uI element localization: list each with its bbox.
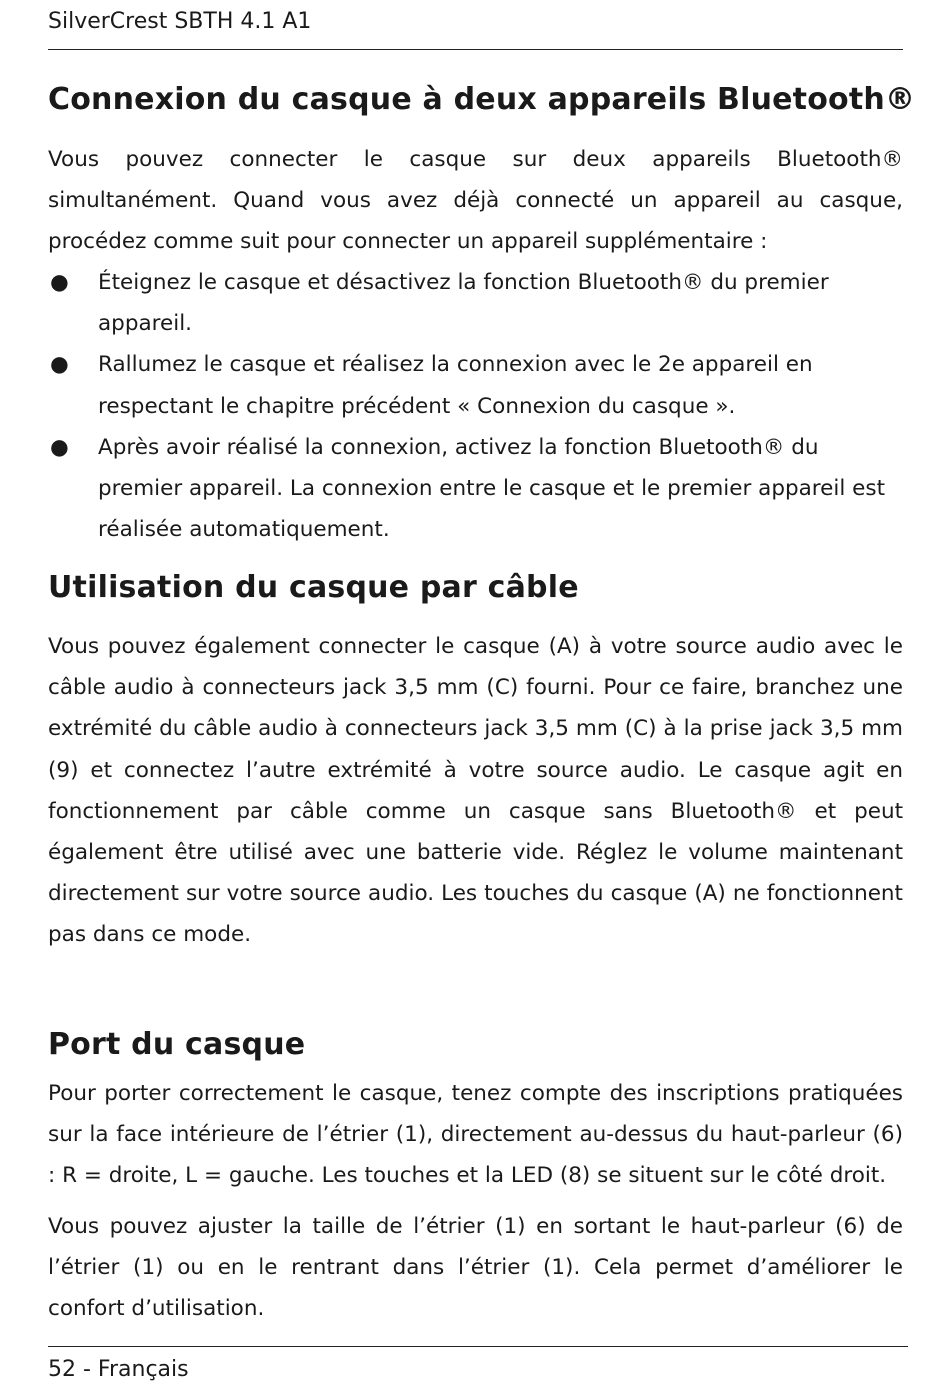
- header-divider: [48, 49, 903, 50]
- wearing-paragraph-1: Pour porter correctement le casque, tenez compte des inscriptions pratiquées sur la face intérieure de l’étrier (1), directement au-dessus du haut-parleur (6) : R = droite, L = gauche. Les touches et la LED (8) se situent sur le côté droit.: [48, 1081, 903, 1189]
- section-heading-wearing: Port du casque: [48, 1027, 306, 1062]
- list-item-text: Rallumez le casque et réalisez la connexion avec le 2e appareil en respectant le chapitre précédent « Connexion du casque ».: [98, 352, 813, 419]
- list-item-text: Après avoir réalisé la connexion, activez la fonction Bluetooth® du premier appareil. La connexion entre le casque et le premier appareil est réalisée automatiquement.: [98, 434, 886, 543]
- list-item: [48, 344, 903, 426]
- page-number: 52 - Français: [48, 1357, 189, 1382]
- manual-page: [48, 0, 916, 1390]
- section-heading-bluetooth: Connexion du casque à deux appareils Bluetooth®: [48, 82, 916, 117]
- wearing-paragraph-2: Vous pouvez ajuster la taille de l’étrier (1) en sortant le haut-parleur (6) de l’étrier (1) ou en le rentrant dans l’étrier (1). Cela permet d’améliorer le confort d’utilisation.: [48, 1214, 903, 1322]
- section-heading-cable: Utilisation du casque par câble: [48, 570, 579, 605]
- list-item: [48, 427, 903, 551]
- list-item: [48, 262, 903, 344]
- running-header: SilverCrest SBTH 4.1 A1: [48, 9, 312, 34]
- list-item-text: Éteignez le casque et désactivez la fonction Bluetooth® du premier appareil.: [98, 270, 829, 337]
- bluetooth-intro-paragraph: Vous pouvez connecter le casque sur deux appareils Bluetooth® simultanément. Quand vous avez déjà connecté un appareil au casque, procédez comme suit pour connecter un appareil supplémentaire :: [48, 147, 903, 255]
- bullet-icon: ●: [50, 352, 69, 378]
- bullet-icon: ●: [50, 270, 69, 295]
- bullet-icon: ●: [50, 434, 69, 460]
- bluetooth-steps-list: [48, 262, 903, 550]
- cable-paragraph: Vous pouvez également connecter le casque (A) à votre source audio avec le câble audio à connecteurs jack 3,5 mm (C) fourni. Pour ce faire, branchez une extrémité du câble audio à connecteurs jack 3,5 mm (C) à la prise jack 3,5 mm (9) et connectez l’autre extrémité à votre source audio. Le casque agit en fonctionnement par câble comme un casque sans Bluetooth® et peut également être utilisé avec une batterie vide. Réglez le volume maintenant directement sur votre source audio. Les touches du casque (A) ne fonctionnent pas dans ce mode.: [48, 634, 903, 948]
- footer-divider: [48, 1346, 908, 1347]
